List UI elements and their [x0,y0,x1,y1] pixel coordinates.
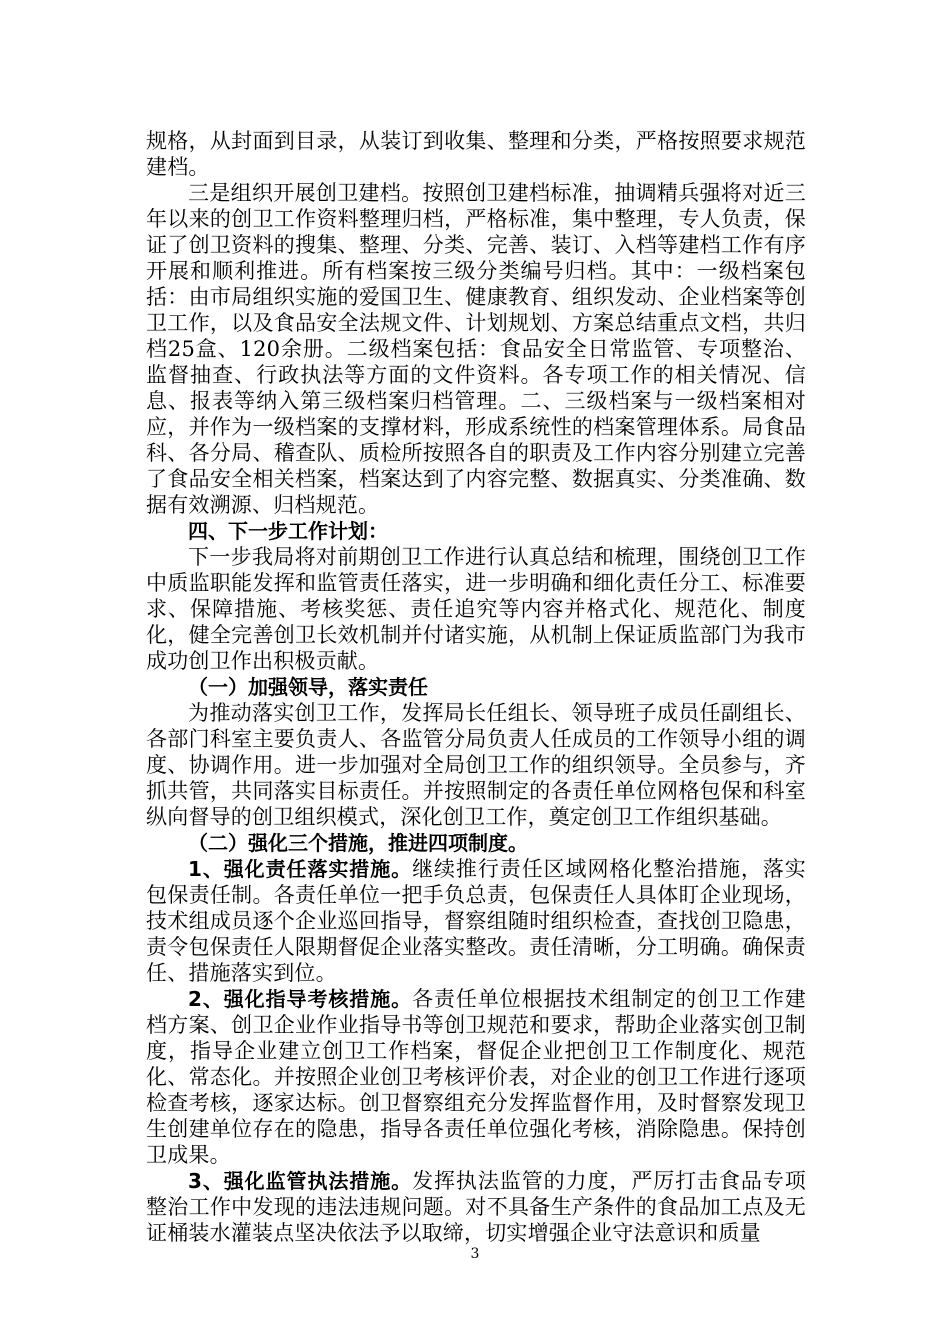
list-item-enforcement [146,1168,806,1246]
item-text-guidance: 各责任单位根据技术组制定的创卫工作建档方案、创卫企业作业指导书等创卫规范和要求，帮助企业落实创卫制度，指导企业建立创卫工作档案，督促企业把创卫工作制度化、规范化、常态化。并按照企业创卫考核评价表，对企业的创卫工作进行逐项检查考核，逐家达标。创卫督察组充分发挥监督作用，及时督察发现卫生创建单位存在的隐患，指导各责任单位强化考核，消除隐患。保持创卫成果。 [146,987,806,1167]
subheading-leadership: （一）加强领导，落实责任 [188,675,428,699]
item-text-responsibility: 继续推行责任区域网格化整治措施，落实包保责任制。各责任单位一把手负总责，包保责任人具体盯企业现场，技术组成员逐个企业巡回指导，督察组随时组织检查，查找创卫隐患，责令包保责任人限期督促企业落实整改。责任清晰，分工明确。确保责任、措施落实到位。 [146,857,806,985]
page-number: 3 [470,1246,480,1262]
section-heading-next-steps: 四、下一步工作计划： [188,519,388,543]
paragraph-next-steps: 下一步我局将对前期创卫工作进行认真总结和梳理，围绕创卫工作中质监职能发挥和监管责任落实，进一步明确和细化责任分工、标准要求、保障措施、考核奖惩、责任追究等内容并格式化、规范化、制度化，健全完善创卫长效机制并付诸实施，从机制上保证质监部门为我市成功创卫作出积极贡献。 [146,545,806,673]
paragraph-archive-standards: 规格，从封面到目录，从装订到收集、整理和分类，严格按照要求规范建档。 [146,129,806,179]
paragraph-archive-organization: 三是组织开展创卫建档。按照创卫建档标准，抽调精兵强将对近三年以来的创卫工作资料整理归档，严格标准，集中整理，专人负责，保证了创卫资料的搜集、整理、分类、完善、装订、入档等建档工作有序开展和顺利推进。所有档案按三级分类编号归档。其中：一级档案包括：由市局组织实施的爱国卫生、健康教育、组织发动、企业档案等创卫工作，以及食品安全法规文件、计划规划、方案总结重点文档，共归档25盒、120余册。二级档案包括：食品安全日常监管、专项整治、监督抽查、行政执法等方面的文件资料。各专项工作的相关情况、信息、报表等纳入第三级档案归档管理。二、三级档案与一级档案相对应，并作为一级档案的支撑材料，形成系统性的档案管理体系。局食品科、各分局、稽查队、质检所按照各自的职责及工作内容分别建立完善了食品安全相关档案，档案达到了内容完整、数据真实、分类准确、数据有效溯源、归档规范。 [146,181,806,517]
subheading-three-measures: （二）强化三个措施，推进四项制度。 [188,831,528,855]
paragraph-leadership: 为推动落实创卫工作，发挥局长任组长、领导班子成员任副组长、各部门科室主要负责人、各监管分局负责人任成员的工作领导小组的调度、协调作用。进一步加强对全局创卫工作的组织领导。全员参与，齐抓共管，共同落实目标责任。并按照制定的各责任单位网格包保和科室纵向督导的创卫组织模式，深化创卫工作，奠定创卫工作组织基础。 [146,701,806,829]
item-lead-guidance: 2、强化指导考核措施。 [188,987,413,1011]
item-lead-responsibility: 1、强化责任落实措施。 [188,857,413,881]
list-item-guidance [146,986,806,1168]
item-text-enforcement: 发挥执法监管的力度，严厉打击食品专项整治工作中发现的违法违规问题。对不具备生产条件的食品加工点及无证桶装水灌装点坚决依法予以取缔，切实增强企业守法意识和质量 [146,1169,806,1245]
list-item-responsibility [146,856,806,986]
item-lead-enforcement: 3、强化监管执法措施。 [188,1169,413,1193]
document-body [146,128,806,1246]
